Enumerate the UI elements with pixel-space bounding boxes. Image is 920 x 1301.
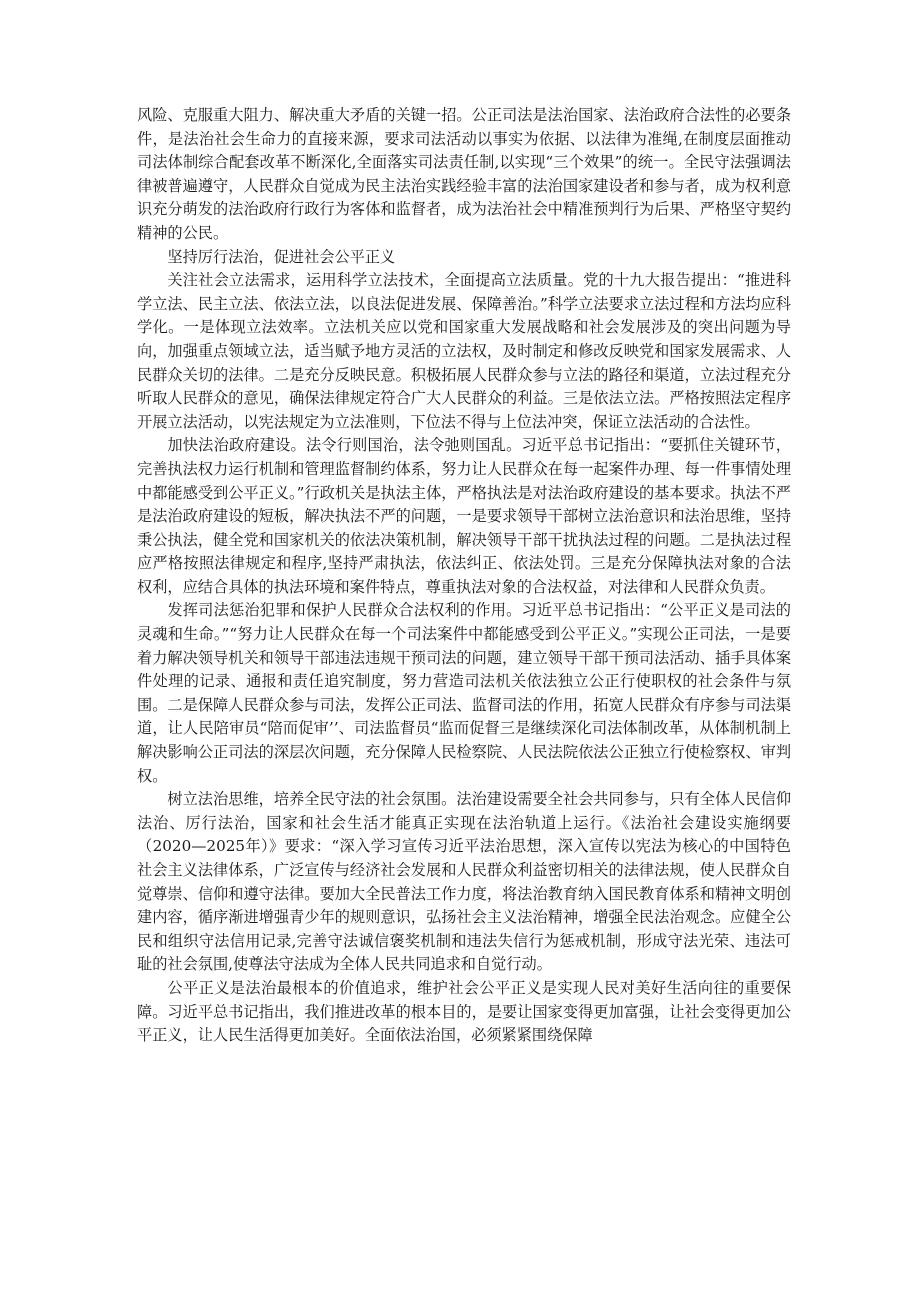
section-heading: 坚持厉行法治，促进社会公平正义 (167, 247, 396, 266)
paragraph-justice: 公平正义是法治最根本的价值追求，维护社会公平正义是实现人民对美好生活向往的重要保障。习近平总书记指出，我们推进改革的根本目的，是要让国家变得更加富强，让社会变得更加公平正义，让人民生活得更加美好。全面依法治国，必须紧紧围绕保障 (137, 978, 791, 1045)
paragraph-1: 风险、克服重大阻力、解决重大矛盾的关键一招。公正司法是法治国家、法治政府合法性的必要条件，是法治社会生命力的直接来源，要求司法活动以事实为依据、以法律为准绳,在制度层面推动司法体制综合配套改革不断深化,全面落实司法责任制,以实现“三个效果”的统一。全民守法强调法律被普遍遵守，人民群众自觉成为民主法治实践经验丰富的法治国家建设者和参与者，成为权利意识充分萌发的法治政府行政行为客体和监督者，成为法治社会中精准预判行为后果、严格坚守契约精神的公民。 (137, 106, 791, 242)
paragraph-judiciary: 发挥司法惩治犯罪和保护人民群众合法权利的作用。习近平总书记指出：“公平正义是司法的灵魂和生命。”“努力让人民群众在每一个司法案件中都能感受到公平正义。”实现公正司法，一是要着力解决领导机关和领导干部违法违规干预司法的问题，建立领导干部干预司法活动、插手具体案件处理的记录、通报和责任追究制度，努力营造司法机关依法独立公正行使职权的社会条件与氛围。二是保障人民群众参与司法，发挥公正司法、监督司法的作用，拓宽人民群众有序参与司法渠道，让人民陪审员“陪而促审’’、司法监督员“监而促督三是继续深化司法体制改革，从体制机制上解决影响公正司法的深层次问题，充分保障人民检察院、人民法院依法公正独立行使检察权、审判权。 (137, 601, 791, 785)
paragraph-legislation: 关注社会立法需求，运用科学立法技术，全面提高立法质量。党的十九大报告提出：“推进科学立法、民主立法、依法立法，以良法促进发展、保障善治。”科学立法要求立法过程和方法均应科学化。一是体现立法效率。立法机关应以党和国家重大发展战略和社会发展涉及的突出问题为导向，加强重点领域立法，适当赋予地方灵活的立法权，及时制定和修改反映党和国家发展需求、人民群众关切的法律。二是充分反映民意。积极拓展人民群众参与立法的路径和渠道，立法过程充分听取人民群众的意见，确保法律规定符合广大人民群众的利益。三是依法立法。严格按照法定程序开展立法活动，以宪法规定为立法准则，下位法不得与上位法冲突，保证立法活动的合法性。 (137, 271, 791, 431)
paragraph-government: 加快法治政府建设。法令行则国治，法令弛则国乱。习近平总书记指出：“要抓住关键环节，完善执法权力运行机制和管理监督制约体系，努力让人民群众在每一起案件办理、每一件事情处理中都能感受到公平正义。”行政机关是执法主体，严格执法是对法治政府建设的基本要求。执法不严是法治政府建设的短板，解决执法不严的问题，一是要求领导干部树立法治意识和法治思维，坚持秉公执法，健全党和国家机关的依法决策机制，解决领导干部干扰执法过程的问题。二是执法过程应严格按照法律规定和程序,坚持严肃执法，依法纠正、依法处罚。三是充分保障执法对象的合法权利，应结合具体的执法环境和案件特点，尊重执法对象的合法权益，对法律和人民群众负责。 (137, 436, 791, 596)
document-page (137, 104, 791, 1048)
paragraph-law-abiding: 树立法治思维，培养全民守法的社会氛围。法治建设需要全社会共同参与，只有全体人民信仰法治、厉行法治，国家和社会生活才能真正实现在法治轨道上运行。《法治社会建设实施纲要（2020—2025年）》要求：“深入学习宣传习近平法治思想，深入宣传以宪法为核心的中国特色社会主义法律体系，广泛宣传与经济社会发展和人民群众利益密切相关的法律法规，使人民群众自觉尊崇、信仰和遵守法律。要加大全民普法工作力度，将法治教育纳入国民教育体系和精神文明创建内容，循序渐进增强青少年的规则意识，弘扬社会主义法治精神，增强全民法治观念。应健全公民和组织守法信用记录,完善守法诚信褒奖机制和违法失信行为惩戒机制，形成守法光荣、违法可耻的社会氛围,使尊法守法成为全体人民共同追求和自觉行动。 (137, 790, 791, 974)
